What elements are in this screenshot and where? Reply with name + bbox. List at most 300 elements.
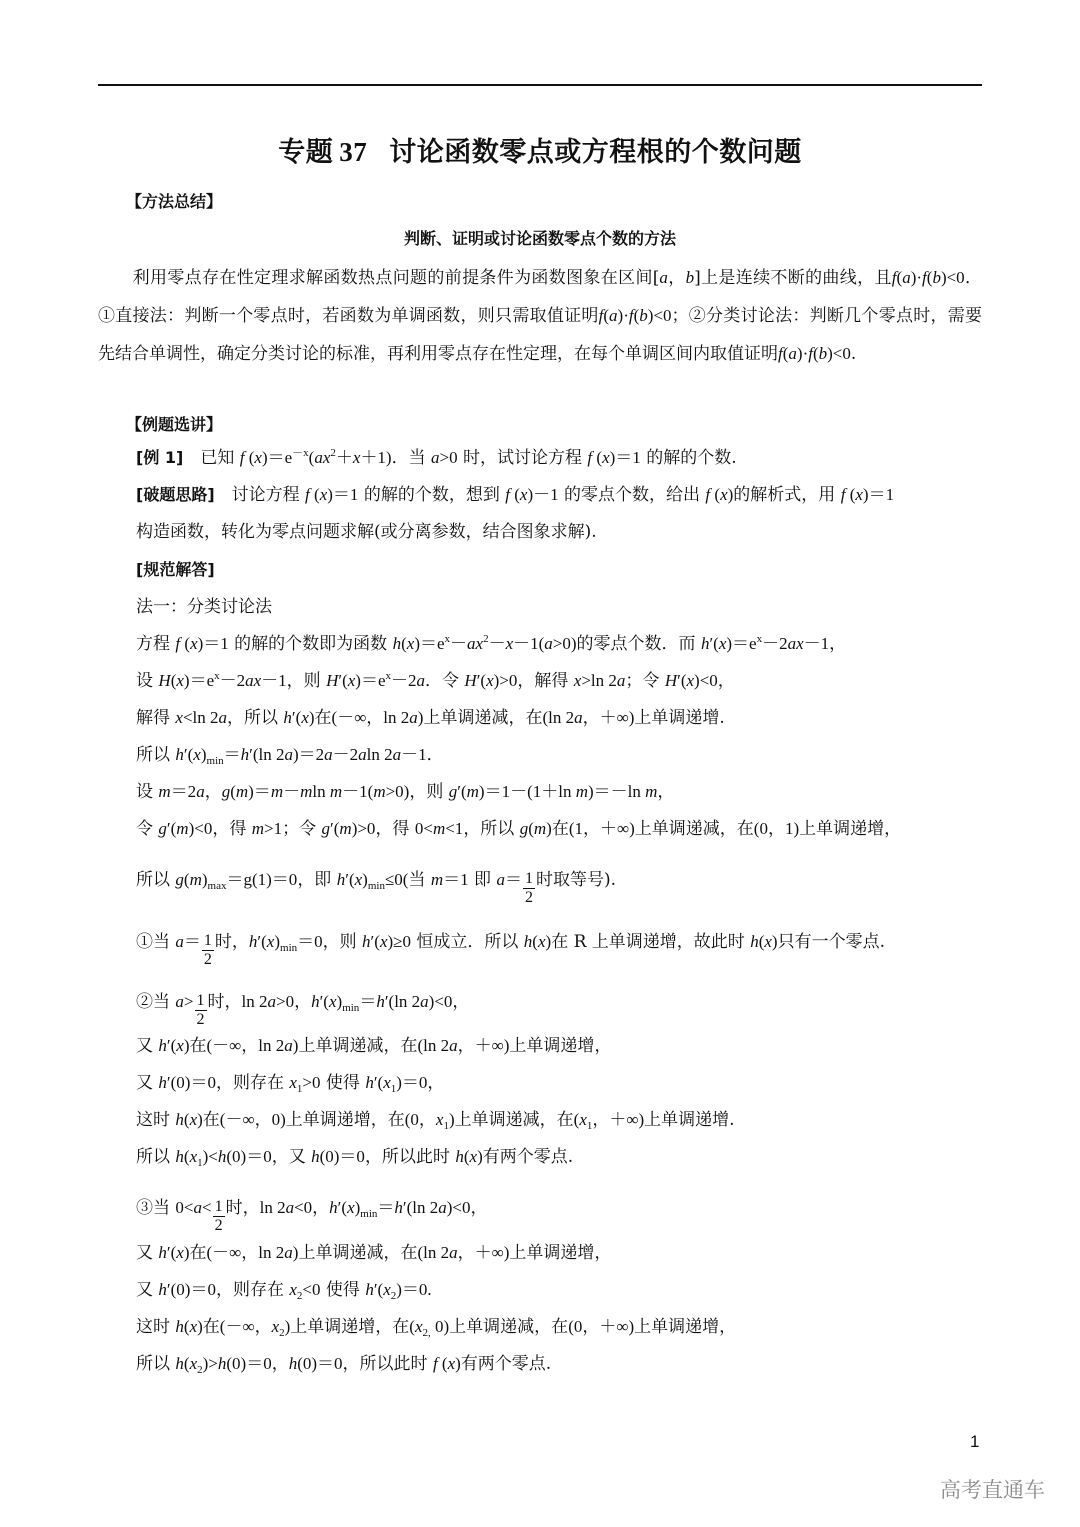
math-text: )≥0 — [387, 932, 411, 951]
math-text: (－∞，0) — [219, 1110, 286, 1129]
text: 在 — [189, 1036, 207, 1056]
math-variable: h — [523, 932, 533, 951]
math-variable: a — [358, 745, 367, 764]
math-variable: m — [158, 782, 171, 801]
math-text: ′(ln 2 — [249, 745, 285, 764]
math-text: >0 — [439, 448, 458, 467]
text: ①当 — [136, 932, 176, 952]
math-text: ′( — [476, 671, 487, 690]
math-text: ln 2 — [241, 992, 268, 1011]
math-variable: a — [284, 745, 293, 764]
method-subtitle: 判断、证明或讨论函数零点个数的方法 — [403, 229, 676, 248]
math-text: )＝ — [248, 782, 271, 801]
math-text: ′(0)＝0 — [166, 1280, 216, 1299]
math-variable: h — [158, 1073, 167, 1092]
text: ，所以 — [227, 708, 284, 728]
math-text: )＝1－(1＋ln — [478, 782, 576, 801]
denominator: 2 — [214, 1217, 223, 1234]
text-line — [136, 1190, 488, 1234]
header-rule — [98, 84, 982, 86]
text: 上单调递减，在 — [454, 1110, 574, 1130]
math-variable: x — [175, 708, 183, 727]
math-text: ) — [200, 745, 207, 764]
text: . — [850, 344, 857, 364]
math-text: >0) — [552, 634, 577, 653]
math-text: ) — [183, 1036, 190, 1055]
math-text: ( — [309, 485, 320, 504]
math-text: (ln 2 — [417, 1036, 450, 1055]
math-text: ) — [336, 992, 343, 1011]
text: ，得 — [375, 819, 415, 839]
math-variable: a — [609, 306, 618, 325]
math-text: ＋1) — [360, 448, 392, 467]
math-text: ′( — [345, 870, 355, 889]
subscript: 1 — [443, 1120, 449, 1132]
math-text: )· — [617, 306, 629, 325]
math-variable: a — [409, 708, 418, 727]
math-variable: a — [285, 1198, 295, 1217]
math-text: －1， — [803, 634, 847, 653]
math-text: >0， — [275, 992, 312, 1011]
text: 又 — [136, 1073, 159, 1093]
math-variable: f — [587, 448, 593, 467]
math-variable: f — [922, 268, 927, 287]
math-text: (－∞，ln 2 — [206, 1036, 285, 1055]
math-variable: h — [311, 1147, 320, 1166]
math-text: ＝g(1)＝0 — [226, 870, 298, 889]
math-variable: h — [175, 1110, 184, 1129]
math-variable: x — [486, 671, 494, 690]
math-variable: h — [217, 1147, 227, 1166]
math-variable: h — [376, 992, 385, 1011]
math-text: ) — [284, 1317, 291, 1336]
math-text: ) — [477, 1147, 483, 1166]
math-variable: f — [175, 634, 181, 653]
math-text: )· — [910, 268, 923, 287]
math-variable: H — [464, 671, 477, 690]
math-text: ( — [183, 870, 190, 889]
math-variable: x — [176, 671, 184, 690]
math-text: )>0 — [493, 671, 518, 690]
text-line — [136, 1352, 551, 1376]
bold-label: [破题思路] — [136, 485, 215, 504]
math-text: ( — [230, 782, 236, 801]
math-variable: h — [240, 745, 250, 764]
math-text: ( — [409, 1317, 415, 1336]
math-variable: h — [283, 708, 292, 727]
math-variable: m — [189, 870, 202, 889]
math-text: ( — [592, 448, 603, 467]
math-text: )＝e — [414, 634, 445, 653]
section-method-summary: 【方法总结】 — [126, 192, 223, 211]
math-variable: h — [158, 1280, 167, 1299]
text-line — [136, 446, 737, 470]
math-variable: h — [311, 992, 320, 1011]
math-variable: a — [392, 745, 402, 764]
math-text: － — [283, 782, 301, 801]
math-text: (0，＋∞) — [568, 1317, 635, 1336]
math-text: ( — [926, 268, 933, 287]
math-text: (0，1) — [753, 819, 800, 838]
math-variable: x — [354, 870, 363, 889]
math-variable: x — [537, 932, 546, 951]
text: ．①直接法：判断一个零点时，若函数为单调函数，则只需取值证明 — [98, 268, 983, 326]
math-text: ′( — [338, 671, 348, 690]
math-text: )＝e — [355, 671, 386, 690]
text: ，则存在 — [215, 1073, 290, 1093]
math-variable: a — [175, 992, 184, 1011]
math-text: ) — [274, 932, 281, 951]
math-text: ( — [603, 306, 610, 325]
text: ，则存在 — [215, 1280, 290, 1300]
math-text: ( — [183, 1147, 190, 1166]
math-variable: m — [430, 870, 444, 889]
math-text: )＝－ln — [588, 782, 646, 801]
math-variable: h — [336, 870, 346, 889]
math-variable: a — [193, 1198, 202, 1217]
text: 在 — [202, 1110, 220, 1130]
math-text: >ln 2 — [581, 671, 617, 690]
math-variable: a — [616, 671, 626, 690]
math-text: ＝ — [223, 745, 241, 764]
math-variable: f — [598, 306, 604, 325]
text-line — [136, 1278, 432, 1302]
math-text: ＋ — [335, 448, 353, 467]
math-text: ( — [758, 932, 765, 951]
numerator: 1 — [524, 870, 533, 887]
subscript: max — [207, 880, 227, 892]
superscript: x — [444, 633, 451, 645]
math-variable: x — [855, 485, 863, 504]
subscript: min — [360, 1208, 378, 1220]
math-variable: m — [373, 782, 386, 801]
math-text: ≤0( — [384, 870, 409, 889]
math-text: ( — [308, 448, 315, 467]
text: 上单调递增， — [509, 1243, 612, 1263]
math-text: <0， — [294, 1198, 330, 1217]
math-text: ( — [710, 485, 721, 504]
text: ②当 — [136, 992, 176, 1012]
math-text: ， — [204, 782, 222, 801]
math-variable: h — [175, 1354, 184, 1373]
text: ，所以 — [463, 819, 520, 839]
math-variable: ax — [245, 671, 262, 690]
math-text: ′( — [166, 819, 177, 838]
math-variable: g — [448, 782, 458, 801]
math-text: (0)＝0 — [226, 1354, 272, 1373]
math-text: －1 — [261, 671, 287, 690]
math-text: )＝1 — [197, 634, 229, 653]
math-variable: h — [158, 1036, 167, 1055]
math-text: －2 — [219, 671, 246, 690]
denominator: 2 — [524, 889, 533, 906]
math-variable: x — [352, 448, 361, 467]
math-variable: f — [432, 1354, 438, 1373]
math-text: (ln 2 — [542, 708, 575, 727]
math-text: <1 — [445, 819, 464, 838]
text: 时，试讨论方程 — [457, 448, 588, 468]
fraction — [202, 932, 214, 969]
math-variable: a — [449, 1036, 458, 1055]
math-text: ( — [401, 634, 407, 653]
math-text: ′(ln 2 — [402, 1198, 439, 1217]
math-variable: m — [235, 782, 249, 801]
text: 上单调递减，在 — [423, 708, 543, 728]
math-variable: h — [750, 932, 759, 951]
math-text: (ln 2 — [417, 1243, 450, 1262]
math-text: ) — [292, 1036, 299, 1055]
math-variable: h — [175, 745, 184, 764]
page-number: 1 — [970, 1432, 980, 1451]
math-variable: x — [266, 932, 275, 951]
math-text: )>0 — [351, 819, 376, 838]
math-text: > — [183, 992, 194, 1011]
math-text: ) — [197, 1110, 203, 1129]
math-text: ) — [545, 932, 552, 951]
math-variable: f — [628, 306, 634, 325]
math-variable: a — [218, 708, 228, 727]
text: 已知 — [183, 448, 240, 468]
math-text: ) — [448, 1110, 455, 1129]
subscript: 1 — [586, 1120, 593, 1132]
math-text: ( — [180, 634, 191, 653]
subscript: 2 — [390, 1290, 397, 1302]
math-variable: m — [251, 819, 265, 838]
math-variable: x — [190, 634, 198, 653]
text: 所以 — [136, 745, 176, 765]
math-text: ) — [354, 1198, 361, 1217]
math-text: ′( — [183, 745, 194, 764]
math-text: )＝1 — [862, 485, 895, 504]
math-text: )＝e — [261, 448, 293, 467]
text: 所以 — [136, 1147, 176, 1167]
math-text: ( — [183, 1110, 190, 1129]
math-variable: f — [239, 448, 245, 467]
math-text: (0)＝0 — [319, 1147, 365, 1166]
math-text: ＝ — [183, 932, 201, 951]
text: ]上是连续不断的曲线，且 — [694, 268, 892, 288]
math-text: － — [450, 634, 468, 653]
math-variable: a — [788, 344, 797, 363]
math-variable: a — [449, 1243, 458, 1262]
math-variable: m — [339, 819, 352, 838]
math-variable: ax — [314, 448, 331, 467]
text: 时， — [214, 932, 249, 952]
math-text: (0)＝0 — [226, 1147, 272, 1166]
math-variable: a — [175, 932, 184, 951]
math-variable: x — [764, 932, 772, 951]
page-title — [0, 130, 1080, 169]
text: 只有一个零点. — [777, 932, 885, 952]
math-variable: h — [455, 1147, 464, 1166]
math-text: ′(ln 2 — [384, 992, 421, 1011]
math-text: )<0 — [647, 306, 672, 325]
subscript: min — [342, 1002, 360, 1014]
text-line — [136, 706, 725, 730]
numerator: 1 — [196, 992, 205, 1009]
subscript: min — [280, 942, 298, 954]
subscript: 1 — [296, 1083, 303, 1095]
text: 构造函数，转化为零点问题求解(或分离参数，结合图象求解). — [136, 522, 597, 542]
math-variable: h — [365, 1073, 374, 1092]
math-variable: a — [574, 708, 583, 727]
text: ，则 — [409, 782, 449, 802]
math-text: ( — [812, 344, 819, 363]
text: 这时 — [136, 1110, 176, 1130]
math-text: )<0 — [694, 671, 718, 690]
math-variable: x — [189, 1354, 198, 1373]
text: 上单调递增， — [799, 819, 902, 839]
fraction — [523, 870, 535, 907]
text: 上单调递减，在 — [298, 1243, 418, 1263]
text: 有两个零点. — [460, 1354, 552, 1374]
math-variable: x — [301, 708, 309, 727]
math-variable: x — [271, 1317, 280, 1336]
text: 方程 — [136, 634, 176, 654]
text: 的解的个数，想到 — [358, 485, 506, 505]
math-variable: f — [840, 485, 846, 504]
math-text: ) — [362, 870, 368, 889]
math-variable: x — [686, 671, 695, 690]
math-text: ，＋∞) — [592, 1110, 645, 1129]
math-text: >1 — [264, 819, 283, 838]
text-line — [136, 1145, 573, 1169]
math-text: ′(0)＝0 — [166, 1073, 216, 1092]
math-text: ′( — [291, 708, 302, 727]
math-text: ，＋∞) — [582, 708, 635, 727]
subscript: 2, — [422, 1327, 431, 1339]
math-variable: m — [176, 819, 189, 838]
text-line — [136, 595, 272, 619]
text: ；②分类讨论法：判断几个零点时，需要先结合单调性，确定分类讨论的标准，再利用零点存在性定理，在每个单调区间内取值证明 — [98, 306, 983, 364]
math-variable: x — [505, 634, 514, 653]
math-variable: h — [217, 1354, 227, 1373]
math-text: 0< — [175, 1198, 194, 1217]
math-variable: b — [685, 268, 695, 287]
math-variable: x — [328, 992, 337, 1011]
math-text: ) — [183, 1243, 190, 1262]
math-variable: f — [778, 344, 783, 363]
math-variable: m — [270, 782, 284, 801]
bold-label: [规范解答] — [136, 560, 215, 579]
text: 这时 — [136, 1317, 176, 1337]
math-text: ) — [201, 870, 208, 889]
math-variable: g — [221, 782, 231, 801]
math-text: ，＋∞) — [457, 1036, 510, 1055]
math-variable: m — [432, 819, 446, 838]
text: 即 — [468, 870, 497, 890]
math-text: －1． — [401, 745, 444, 764]
math-text: －2 — [332, 745, 359, 764]
text: 在 — [314, 708, 332, 728]
text: 上单调递增，在 — [285, 1110, 405, 1130]
math-variable: a — [496, 870, 505, 889]
math-text: ) — [308, 708, 315, 727]
math-variable: x — [347, 1198, 355, 1217]
denominator: 2 — [196, 1011, 205, 1028]
text: 又 — [136, 1280, 159, 1300]
superscript: 2 — [483, 633, 489, 645]
text: ．令 — [425, 671, 465, 691]
math-variable: h — [175, 1317, 184, 1336]
text: ，即 — [297, 870, 337, 890]
subscript: 2 — [296, 1290, 303, 1302]
math-variable: x — [176, 1243, 184, 1262]
text: 又 — [136, 1036, 159, 1056]
text-line — [136, 1108, 735, 1132]
math-variable: ax — [787, 634, 804, 653]
math-text: ′( — [319, 992, 329, 1011]
text: 使得 — [320, 1073, 366, 1093]
math-text: －2 — [762, 634, 788, 653]
title-number: 37 — [339, 137, 368, 167]
denominator: 2 — [203, 951, 212, 968]
text: 有两个零点. — [482, 1147, 574, 1167]
math-text: )<0 — [827, 344, 851, 363]
text: ， — [717, 671, 735, 691]
math-text: ( — [509, 485, 520, 504]
title-prefix: 专题 — [278, 137, 334, 168]
math-variable: x — [289, 1073, 297, 1092]
math-text: ＝0 — [297, 932, 323, 951]
math-text: )＝e — [183, 671, 215, 690]
text: 设 — [136, 671, 159, 691]
math-variable: g — [175, 870, 184, 889]
math-text: ln — [312, 782, 330, 801]
math-variable: x — [189, 1110, 198, 1129]
text: 上单调递增， — [634, 1317, 737, 1337]
math-text: ′( — [373, 1073, 384, 1092]
math-variable: x — [289, 1280, 297, 1299]
text: 时取等号). — [535, 870, 616, 890]
text: ．当 — [391, 448, 432, 468]
text-line — [136, 669, 735, 693]
math-variable: a — [902, 268, 911, 287]
math-text: >0 — [302, 1073, 321, 1092]
math-text: ln 2 — [366, 745, 393, 764]
math-text: ( — [463, 1147, 470, 1166]
math-text: ( — [437, 1354, 448, 1373]
math-variable: h — [248, 932, 258, 951]
text: 设 — [136, 782, 159, 802]
text: ， — [667, 268, 686, 288]
text: 法一：分类讨论法 — [136, 597, 272, 617]
math-text: 0) — [430, 1317, 450, 1336]
text: 上单调递减，在 — [449, 1317, 569, 1337]
math-variable: x — [319, 485, 328, 504]
math-text: ′( — [166, 1243, 177, 1262]
math-text: )＝0. — [396, 1280, 432, 1299]
text: 的解的个数. — [640, 448, 737, 468]
math-text: )＝1 — [609, 448, 641, 467]
subscript: min — [367, 880, 385, 892]
math-variable: a — [196, 782, 205, 801]
math-variable: m — [300, 782, 313, 801]
text: ，所以此时 — [364, 1147, 456, 1167]
math-text: ( — [183, 1317, 190, 1336]
text-line — [136, 1241, 611, 1265]
fraction — [195, 992, 207, 1029]
text-line — [136, 924, 885, 968]
math-text: ＝ — [504, 870, 522, 889]
text: 上单调递增. — [644, 1110, 735, 1130]
math-text: ( — [633, 306, 640, 325]
math-variable: x — [720, 485, 728, 504]
math-variable: m — [575, 782, 588, 801]
text-line — [136, 558, 215, 582]
math-variable: H — [664, 671, 678, 690]
math-variable: x — [435, 1110, 444, 1129]
